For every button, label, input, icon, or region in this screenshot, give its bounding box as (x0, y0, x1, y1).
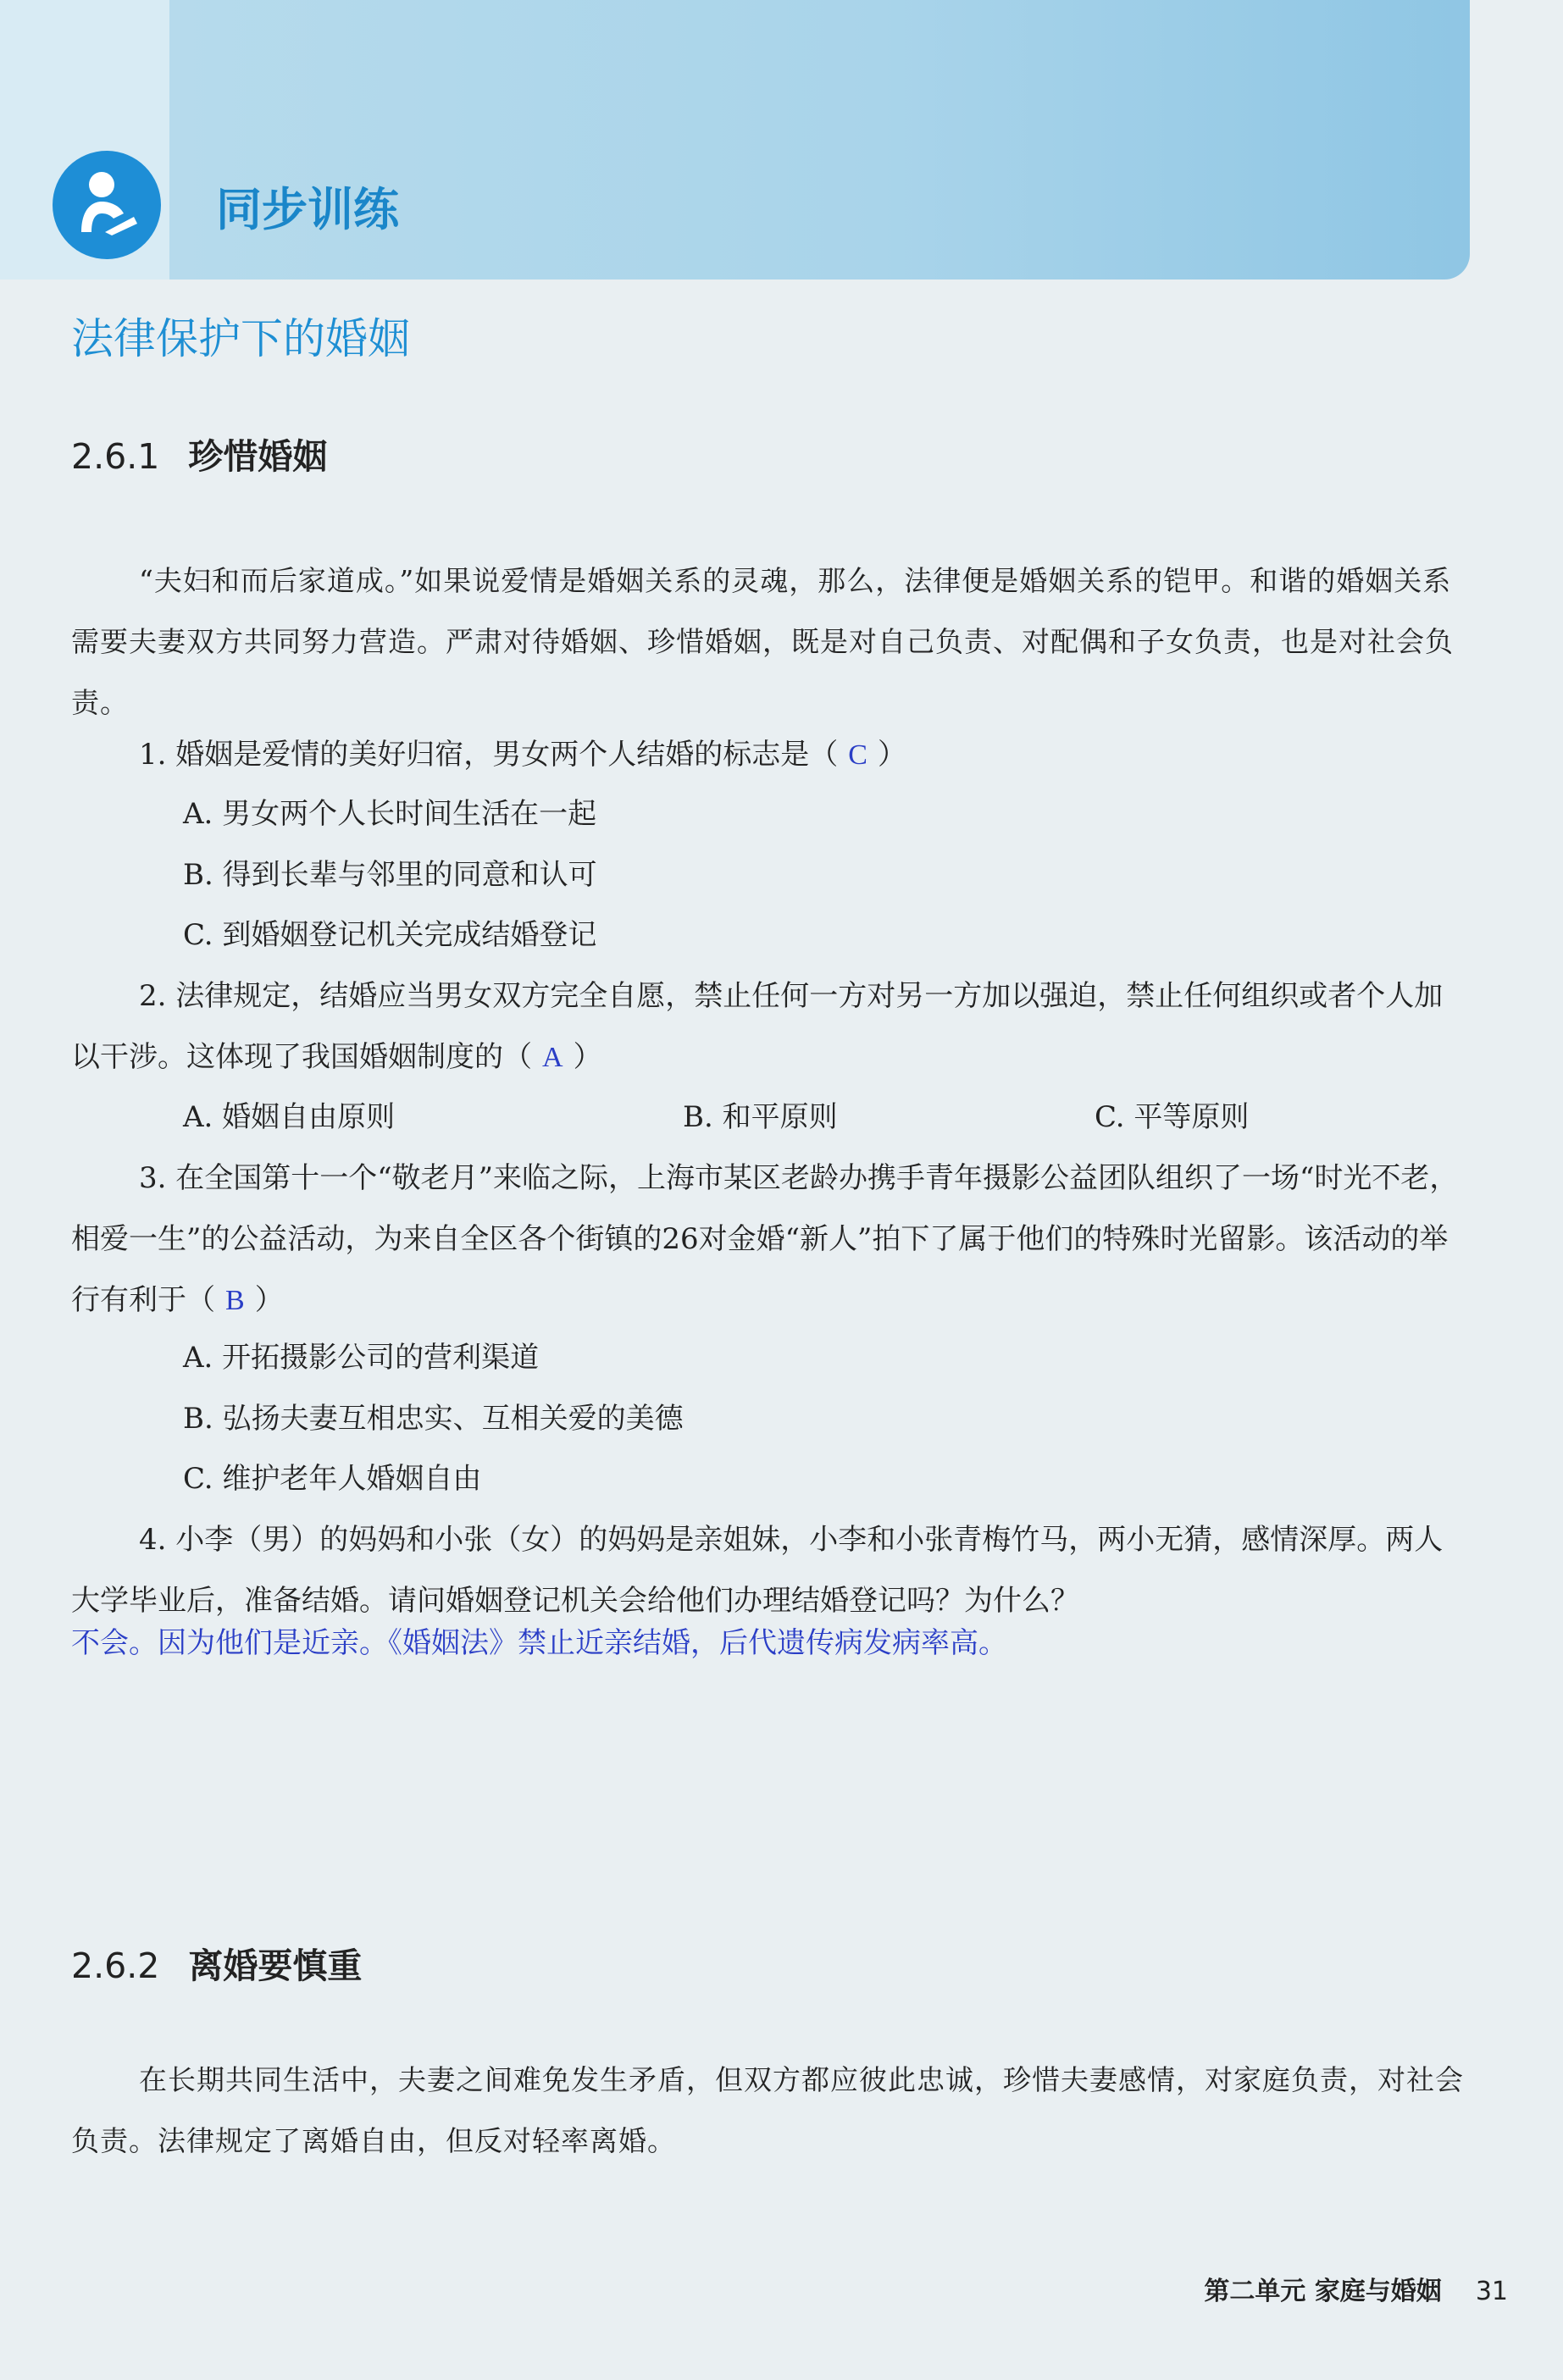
answer-q3: B (225, 1285, 245, 1316)
section-number: 2.6.1 (71, 436, 160, 477)
q3-option-c: C. 维护老年人婚姻自由 (183, 1462, 482, 1496)
question-1: 1. 婚姻是爱情的美好归宿，男女两个人结婚的标志是（ C ） (139, 738, 906, 772)
footer-unit: 第二单元 家庭与婚姻 (1204, 2277, 1442, 2306)
q2-option-b: B. 和平原则 (683, 1100, 838, 1134)
answer-q4: 不会。因为他们是近亲。《婚姻法》禁止近亲结婚，后代遗传病发病率高。 (71, 1626, 1007, 1660)
intro-paragraph-2: 在长期共同生活中，夫妻之间难免发生矛盾，但双方都应彼此忠诚，珍惜夫妻感情，对家庭负责，对社会负责。法律规定了离婚自由，但反对轻率离婚。 (71, 2063, 1464, 2157)
section-number: 2.6.2 (71, 1946, 160, 1986)
page-footer (1135, 2270, 1508, 2307)
section-title: 离婚要慎重 (188, 1946, 363, 1986)
question-3: 3. 在全国第十一个“敬老月”来临之际，上海市某区老龄办携手青年摄影公益团队组织了一场“时光不老，相爱一生”的公益活动，为来自全区各个街镇的26对金婚“新人”拍下了属于他们的特殊时光留影。该活动的举行有利于（ B ） (71, 1161, 1459, 1317)
q3-option-b: B. 弘扬夫妻互相忠实、互相关爱的美德 (183, 1402, 684, 1436)
study-icon (53, 151, 161, 259)
banner-title: 同步训练 (216, 183, 399, 236)
section-title: 珍惜婚姻 (188, 436, 328, 477)
question-2: 2. 法律规定，结婚应当男女双方完全自愿，禁止任何一方对另一方加以强迫，禁止任何组织或者个人加以干涉。这体现了我国婚姻制度的（ A ） (71, 979, 1444, 1074)
section-heading-2-6-2 (71, 1938, 362, 1988)
q2-option-c: C. 平等原则 (1095, 1100, 1250, 1134)
q3-option-a: A. 开拓摄影公司的营利渠道 (183, 1341, 540, 1375)
answer-q2: A (542, 1042, 563, 1073)
q2-option-a: A. 婚姻自由原则 (183, 1100, 396, 1134)
question-4: 4. 小李（男）的妈妈和小张（女）的妈妈是亲姐妹，小李和小张青梅竹马，两小无猜，感情深厚。两人大学毕业后，准备结婚。请问婚姻登记机关会给他们办理结婚登记吗？为什么？ (71, 1523, 1444, 1618)
intro-paragraph-1: “夫妇和而后家道成。”如果说爱情是婚姻关系的灵魂，那么，法律便是婚姻关系的铠甲。和谐的婚姻关系需要夫妻双方共同努力营造。严肃对待婚姻、珍惜婚姻，既是对自己负责、对配偶和子女负责，也是对社会负责。 (71, 564, 1454, 719)
q1-option-a: A. 男女两个人长时间生活在一起 (183, 797, 597, 831)
section-heading-2-6-1 (71, 429, 327, 479)
page-number: 31 (1475, 2277, 1508, 2306)
chapter-title: 法律保护下的婚姻 (71, 314, 410, 363)
q1-option-c: C. 到婚姻登记机关完成结婚登记 (183, 918, 597, 952)
answer-q1: C (848, 739, 867, 771)
q1-option-b: B. 得到长辈与邻里的同意和认可 (183, 858, 597, 892)
